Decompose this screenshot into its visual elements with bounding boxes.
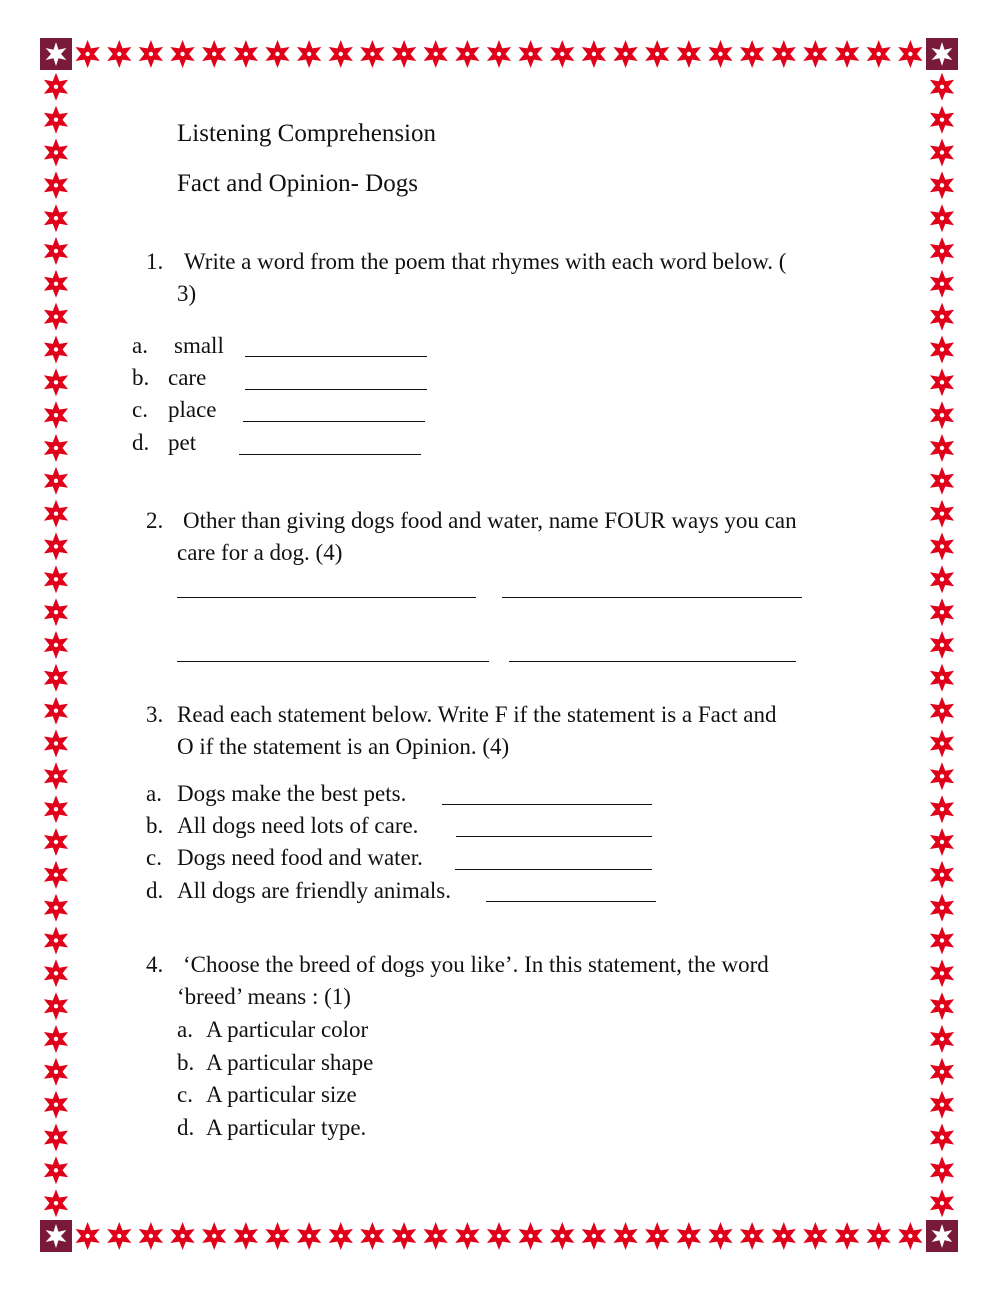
q1-answer-blank[interactable]: [245, 356, 427, 357]
q4-option-letter: d.: [177, 1115, 195, 1140]
q3-statement: All dogs need lots of care.: [177, 813, 419, 838]
border-star-center: [54, 643, 58, 647]
q1-item-word: care: [168, 365, 207, 390]
border-star-center: [149, 1234, 153, 1238]
border-star-center: [687, 1234, 691, 1238]
border-star-center: [718, 52, 722, 56]
q1-answer-blank[interactable]: [239, 454, 421, 455]
q4-option-letter: a.: [177, 1017, 193, 1042]
q1-item-word: pet: [168, 430, 197, 455]
border-star-center: [940, 511, 944, 515]
q4-number: 4.: [146, 952, 164, 977]
border-star-center: [54, 1070, 58, 1074]
q3-item-letter: c.: [146, 845, 162, 870]
q4-prompt-line2: ‘breed’ means : (1): [177, 984, 351, 1009]
border-star-center: [54, 380, 58, 384]
border-star-center: [54, 282, 58, 286]
border-star-center: [940, 1037, 944, 1041]
border-star-center: [465, 1234, 469, 1238]
border-star-center: [940, 873, 944, 877]
border-star-center: [54, 1037, 58, 1041]
border-star-center: [497, 52, 501, 56]
border-star-center: [307, 52, 311, 56]
border-star-center: [85, 1234, 89, 1238]
border-star-center: [244, 52, 248, 56]
border-star-center: [54, 347, 58, 351]
border-star-center: [54, 1102, 58, 1106]
border-star-center: [339, 52, 343, 56]
border-star-center: [940, 905, 944, 909]
q3-prompt-line2: O if the statement is an Opinion. (4): [177, 734, 510, 759]
q2-number: 2.: [146, 508, 164, 533]
border-star-center: [54, 676, 58, 680]
border-star-center: [54, 150, 58, 154]
border-star-center: [560, 52, 564, 56]
border-star-center: [434, 52, 438, 56]
border-star-center: [940, 741, 944, 745]
q1-prompt-line2: 3): [177, 281, 197, 306]
border-star-center: [54, 446, 58, 450]
border-star-center: [54, 117, 58, 121]
border-star-center: [940, 610, 944, 614]
border-star-center: [750, 52, 754, 56]
worksheet-title: Listening Comprehension: [177, 120, 436, 147]
q4-prompt-line1: ‘Choose the breed of dogs you like’. In this statement, the word: [183, 952, 769, 977]
border-star-center: [940, 1070, 944, 1074]
border-star-center: [402, 1234, 406, 1238]
q1-item-letter: a.: [132, 333, 148, 358]
border-star-center: [940, 85, 944, 89]
q2-prompt-line1: Other than giving dogs food and water, name FOUR ways you can: [183, 508, 797, 533]
q3-statement: Dogs make the best pets.: [177, 781, 407, 806]
border-star-center: [54, 479, 58, 483]
q2-prompt-line2: care for a dog. (4): [177, 540, 343, 565]
q1-item-letter: c.: [132, 397, 148, 422]
border-star-center: [940, 446, 944, 450]
border-star-center: [402, 52, 406, 56]
border-star-center: [370, 52, 374, 56]
border-star-center: [117, 1234, 121, 1238]
border-star-center: [54, 314, 58, 318]
border-star-center: [85, 52, 89, 56]
border-star-center: [560, 1234, 564, 1238]
q1-answer-blank[interactable]: [245, 389, 427, 390]
border-star-center: [117, 52, 121, 56]
border-star-center: [940, 643, 944, 647]
border-star-center: [54, 544, 58, 548]
border-star-center: [940, 216, 944, 220]
border-star-center: [54, 1201, 58, 1205]
border-star-center: [782, 1234, 786, 1238]
q1-item-letter: d.: [132, 430, 150, 455]
border-star-center: [940, 774, 944, 778]
border-star-center: [940, 577, 944, 581]
border-star-center: [940, 249, 944, 253]
border-star-center: [655, 52, 659, 56]
border-star-center: [940, 544, 944, 548]
border-star-center: [244, 1234, 248, 1238]
border-star-center: [275, 1234, 279, 1238]
border-star-center: [465, 52, 469, 56]
q1-item-word: place: [168, 397, 217, 422]
border-star-center: [687, 52, 691, 56]
border-star-center: [623, 52, 627, 56]
border-star-center: [434, 1234, 438, 1238]
q4-option-text[interactable]: A particular color: [206, 1017, 369, 1042]
q4-option-letter: b.: [177, 1050, 195, 1075]
q3-item-letter: d.: [146, 878, 164, 903]
border-star-center: [497, 1234, 501, 1238]
border-star-center: [655, 1234, 659, 1238]
border-star-center: [54, 774, 58, 778]
border-star-center: [940, 479, 944, 483]
border-star-center: [54, 938, 58, 942]
border-star-center: [528, 52, 532, 56]
border-star-center: [940, 282, 944, 286]
q3-answer-blank[interactable]: [442, 804, 652, 805]
q3-answer-blank[interactable]: [455, 869, 652, 870]
border-star-center: [54, 807, 58, 811]
border-star-center: [940, 1135, 944, 1139]
q3-number: 3.: [146, 702, 164, 727]
border-star-center: [623, 1234, 627, 1238]
border-star-center: [908, 1234, 912, 1238]
border-star-center: [845, 1234, 849, 1238]
border-star-center: [528, 1234, 532, 1238]
border-star-center: [54, 1168, 58, 1172]
q2-answer-blank[interactable]: [177, 661, 489, 662]
border-star-center: [940, 1102, 944, 1106]
border-star-center: [940, 1201, 944, 1205]
border-star-center: [845, 52, 849, 56]
border-star-center: [54, 610, 58, 614]
border-star-center: [940, 314, 944, 318]
q4-option-text[interactable]: A particular shape: [206, 1050, 374, 1075]
q4-option-letter: c.: [177, 1082, 193, 1107]
border-star-center: [54, 577, 58, 581]
border-star-center: [592, 1234, 596, 1238]
border-star-center: [212, 52, 216, 56]
border-star-center: [54, 971, 58, 975]
border-star-center: [54, 708, 58, 712]
border-star-center: [908, 52, 912, 56]
border-star-center: [750, 1234, 754, 1238]
q4-option-text[interactable]: A particular size: [206, 1082, 357, 1107]
border-star-center: [54, 1004, 58, 1008]
border-star-center: [940, 938, 944, 942]
border-star-center: [877, 1234, 881, 1238]
border-star-center: [940, 676, 944, 680]
border-star-center: [54, 1135, 58, 1139]
border-star-center: [275, 52, 279, 56]
border-star-center: [370, 1234, 374, 1238]
q3-statement: All dogs are friendly animals.: [177, 878, 452, 903]
border-star-center: [54, 85, 58, 89]
q1-number: 1.: [146, 249, 164, 274]
border-star-center: [54, 511, 58, 515]
border-star-center: [54, 873, 58, 877]
border-star-center: [718, 1234, 722, 1238]
border-star-center: [877, 52, 881, 56]
border-star-center: [813, 1234, 817, 1238]
border-star-center: [54, 216, 58, 220]
q1-item-word: small: [174, 333, 224, 358]
q2-answer-blank[interactable]: [177, 597, 476, 598]
border-star-center: [940, 183, 944, 187]
q3-statement: Dogs need food and water.: [177, 845, 423, 870]
border-star-center: [54, 840, 58, 844]
q1-answer-blank[interactable]: [243, 421, 425, 422]
q3-answer-blank[interactable]: [486, 901, 656, 902]
border-star-center: [782, 52, 786, 56]
q4-option-text[interactable]: A particular type.: [206, 1115, 367, 1140]
q3-answer-blank[interactable]: [456, 836, 652, 837]
border-star-center: [212, 1234, 216, 1238]
border-star-center: [54, 183, 58, 187]
border-star-center: [940, 347, 944, 351]
q3-item-letter: a.: [146, 781, 162, 806]
border-star-center: [54, 741, 58, 745]
border-star-center: [940, 1004, 944, 1008]
q3-item-letter: b.: [146, 813, 164, 838]
q3-prompt-line1: Read each statement below. Write F if the statement is a Fact and: [177, 702, 777, 727]
border-star-center: [940, 380, 944, 384]
q2-answer-blank[interactable]: [502, 597, 802, 598]
border-star-center: [54, 905, 58, 909]
border-star-center: [940, 807, 944, 811]
border-star-center: [307, 1234, 311, 1238]
border-star-center: [180, 52, 184, 56]
border-star-center: [813, 52, 817, 56]
worksheet-subtitle: Fact and Opinion- Dogs: [177, 170, 418, 197]
border-star-center: [339, 1234, 343, 1238]
border-star-center: [592, 52, 596, 56]
border-star-center: [940, 708, 944, 712]
q1-prompt-line1: Write a word from the poem that rhymes with each word below. (: [184, 249, 787, 274]
border-star-center: [180, 1234, 184, 1238]
border-star-center: [940, 117, 944, 121]
q1-item-letter: b.: [132, 365, 150, 390]
border-star-center: [940, 150, 944, 154]
border-star-center: [54, 249, 58, 253]
border-star-center: [54, 413, 58, 417]
border-star-center: [940, 1168, 944, 1172]
border-star-center: [940, 413, 944, 417]
q2-answer-blank[interactable]: [509, 661, 796, 662]
border-star-center: [149, 52, 153, 56]
border-star-center: [940, 971, 944, 975]
border-star-center: [940, 840, 944, 844]
